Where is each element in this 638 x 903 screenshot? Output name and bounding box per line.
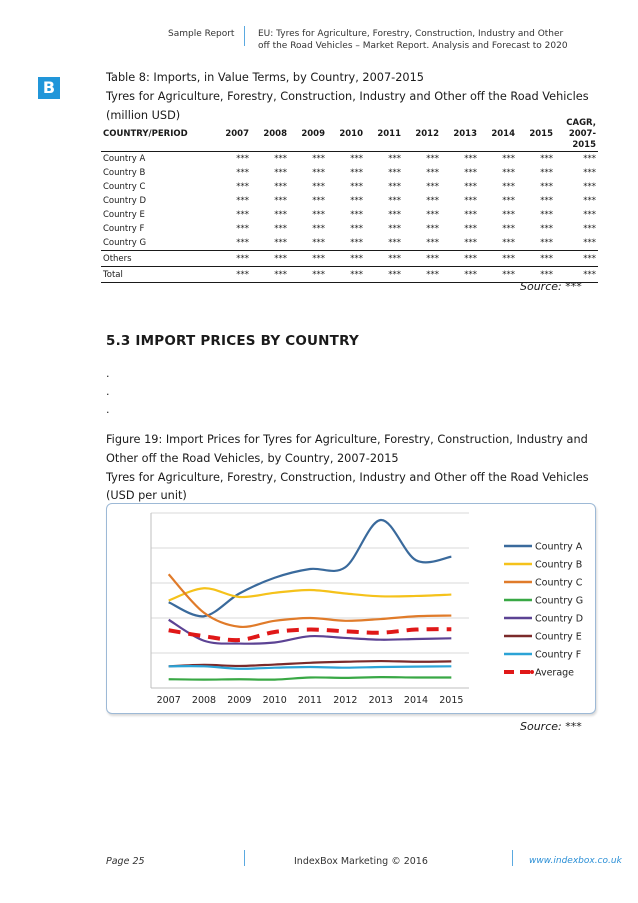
row-year-value: *** xyxy=(274,210,287,220)
table-row xyxy=(101,222,598,236)
table-row xyxy=(101,152,598,167)
chart-canvas xyxy=(107,504,595,713)
chart-x-tick-label: 2012 xyxy=(333,695,358,706)
row-country-name: Country E xyxy=(103,210,145,220)
header-year: 2009 xyxy=(301,129,325,139)
header-year: 2014 xyxy=(491,129,515,139)
row-year-value: *** xyxy=(312,168,325,178)
row-year-value: *** xyxy=(312,182,325,192)
header-year: 2012 xyxy=(415,129,439,139)
row-year-value: *** xyxy=(350,168,363,178)
legend-label-country-a: Country A xyxy=(535,541,583,553)
legend-label-country-f: Country F xyxy=(535,649,582,661)
row-cagr-value: *** xyxy=(583,154,596,164)
row-cagr-value: *** xyxy=(583,182,596,192)
legend-label-country-c: Country C xyxy=(535,577,583,589)
row-country-name: Total xyxy=(101,267,213,283)
series-line-country-b xyxy=(169,588,452,600)
row-year-value: *** xyxy=(540,238,553,248)
ellipsis-dot: . xyxy=(106,367,110,380)
row-year-value: *** xyxy=(388,154,401,164)
row-year-value: *** xyxy=(365,251,403,267)
row-year-value: *** xyxy=(388,196,401,206)
row-year-value: *** xyxy=(540,196,553,206)
section-heading: 5.3 IMPORT PRICES BY COUNTRY xyxy=(106,333,359,349)
row-year-value: *** xyxy=(540,224,553,234)
row-year-value: *** xyxy=(388,224,401,234)
row-year-value: *** xyxy=(479,267,517,283)
row-year-value: *** xyxy=(274,154,287,164)
row-year-value: *** xyxy=(426,210,439,220)
table-header-row xyxy=(101,117,598,152)
row-year-value: *** xyxy=(441,251,479,267)
legend-label-country-b: Country B xyxy=(535,559,583,571)
chart-x-tick-label: 2007 xyxy=(156,695,181,706)
row-country-name: Country D xyxy=(103,196,147,206)
row-year-value: *** xyxy=(350,182,363,192)
row-year-value: *** xyxy=(350,210,363,220)
chart-x-tick-label: 2009 xyxy=(227,695,252,706)
table-row xyxy=(101,208,598,222)
row-year-value: *** xyxy=(274,238,287,248)
row-year-value: *** xyxy=(236,168,249,178)
row-year-value: *** xyxy=(312,238,325,248)
header-title-line-2: off the Road Vehicles – Market Report. Analysis and Forecast to 2020 xyxy=(258,41,568,51)
table-row xyxy=(101,166,598,180)
row-year-value: *** xyxy=(312,154,325,164)
header-year: 2011 xyxy=(377,129,401,139)
row-year-value: *** xyxy=(350,154,363,164)
row-year-value: *** xyxy=(251,251,289,267)
row-year-value: *** xyxy=(464,238,477,248)
row-year-value: *** xyxy=(426,238,439,248)
table-source: Source: *** xyxy=(520,280,582,293)
header-year: 2007 xyxy=(225,129,249,139)
row-year-value: *** xyxy=(236,238,249,248)
row-country-name: Country G xyxy=(103,238,147,248)
row-year-value: *** xyxy=(312,196,325,206)
table-body xyxy=(101,152,598,283)
row-country-name: Others xyxy=(101,251,213,267)
row-year-value: *** xyxy=(213,251,251,267)
header-cagr-line: 2015 xyxy=(572,139,596,150)
row-year-value: *** xyxy=(502,196,515,206)
row-year-value: *** xyxy=(312,224,325,234)
footer-copyright: IndexBox Marketing © 2016 xyxy=(294,856,428,867)
table-caption-title: Table 8: Imports, in Value Terms, by Country, 2007-2015 xyxy=(106,71,424,84)
series-line-country-a xyxy=(169,520,452,616)
row-year-value: *** xyxy=(289,251,327,267)
table-row xyxy=(101,251,598,267)
table-caption-subtitle: Tyres for Agriculture, Forestry, Construction, Industry and Other off the Road Vehicles xyxy=(106,90,589,103)
series-line-country-f xyxy=(169,666,452,669)
footer-separator xyxy=(244,850,245,866)
header-cagr-line: 2007- xyxy=(568,128,596,139)
row-year-value: *** xyxy=(236,224,249,234)
header-cagr xyxy=(555,117,598,152)
header-report-label: Sample Report xyxy=(168,29,235,39)
chart-x-tick-label: 2014 xyxy=(403,695,429,706)
row-year-value: *** xyxy=(213,267,251,283)
figure-source: Source: *** xyxy=(520,720,582,733)
legend-label-average: Average xyxy=(535,667,575,679)
row-year-value: *** xyxy=(274,224,287,234)
row-year-value: *** xyxy=(426,196,439,206)
legend-label-country-e: Country E xyxy=(535,631,582,643)
legend-label-country-g: Country G xyxy=(535,595,584,607)
row-year-value: *** xyxy=(350,238,363,248)
row-year-value: *** xyxy=(289,267,327,283)
header-separator xyxy=(244,26,245,46)
row-cagr-value: *** xyxy=(555,251,598,267)
ellipsis-dot: . xyxy=(106,385,110,398)
series-line-country-g xyxy=(169,677,452,680)
row-year-value: *** xyxy=(426,154,439,164)
figure-caption-subtitle: Tyres for Agriculture, Forestry, Construction, Industry and Other off the Road Vehicles xyxy=(106,471,589,484)
row-year-value: *** xyxy=(464,154,477,164)
row-year-value: *** xyxy=(464,210,477,220)
row-year-value: *** xyxy=(274,168,287,178)
row-year-value: *** xyxy=(274,196,287,206)
row-year-value: *** xyxy=(464,168,477,178)
chart-x-tick-label: 2015 xyxy=(439,695,464,706)
header-country-period: COUNTRY/PERIOD xyxy=(103,129,188,139)
row-year-value: *** xyxy=(502,210,515,220)
row-cagr-value: *** xyxy=(583,210,596,220)
legend-marker-average xyxy=(530,670,534,674)
figure-caption-title: Figure 19: Import Prices for Tyres for Agriculture, Forestry, Construction, Industry and xyxy=(106,433,588,446)
import-prices-chart xyxy=(106,503,596,714)
row-cagr-value: *** xyxy=(583,224,596,234)
row-year-value: *** xyxy=(502,224,515,234)
header-year: 2010 xyxy=(339,129,363,139)
row-year-value: *** xyxy=(350,224,363,234)
row-year-value: *** xyxy=(464,224,477,234)
header-title-line-1: EU: Tyres for Agriculture, Forestry, Construction, Industry and Other xyxy=(258,29,564,39)
row-year-value: *** xyxy=(236,210,249,220)
table-row xyxy=(101,194,598,208)
series-line-country-c xyxy=(169,574,452,627)
row-year-value: *** xyxy=(236,196,249,206)
imports-value-table xyxy=(101,117,598,283)
chart-x-tick-label: 2011 xyxy=(297,695,323,706)
row-year-value: *** xyxy=(236,154,249,164)
row-year-value: *** xyxy=(350,196,363,206)
row-year-value: *** xyxy=(327,267,365,283)
row-year-value: *** xyxy=(540,168,553,178)
chart-x-tick-label: 2013 xyxy=(368,695,393,706)
figure-caption-unit: (USD per unit) xyxy=(106,489,187,502)
row-year-value: *** xyxy=(464,182,477,192)
row-year-value: *** xyxy=(540,210,553,220)
header-year: 2015 xyxy=(529,129,553,139)
row-year-value: *** xyxy=(388,182,401,192)
row-year-value: *** xyxy=(403,251,441,267)
row-country-name: Country A xyxy=(103,154,146,164)
row-year-value: *** xyxy=(502,154,515,164)
row-country-name: Country C xyxy=(103,182,146,192)
row-year-value: *** xyxy=(426,224,439,234)
table-row xyxy=(101,180,598,194)
row-year-value: *** xyxy=(274,182,287,192)
row-year-value: *** xyxy=(403,267,441,283)
row-year-value: *** xyxy=(251,267,289,283)
series-line-country-e xyxy=(169,661,452,666)
chart-x-tick-label: 2008 xyxy=(191,695,217,706)
legend-label-country-d: Country D xyxy=(535,613,584,625)
header-year: 2008 xyxy=(263,129,287,139)
table-row xyxy=(101,236,598,251)
row-year-value: *** xyxy=(502,182,515,192)
row-country-name: Country F xyxy=(103,224,145,234)
ellipsis-dot: . xyxy=(106,403,110,416)
row-cagr-value: *** xyxy=(583,168,596,178)
row-year-value: *** xyxy=(236,182,249,192)
row-year-value: *** xyxy=(517,251,555,267)
header-cagr-line: CAGR, xyxy=(566,117,596,128)
row-year-value: *** xyxy=(540,182,553,192)
row-year-value: *** xyxy=(479,251,517,267)
row-year-value: *** xyxy=(312,210,325,220)
table-caption-unit: (million USD) xyxy=(106,109,181,122)
footer-separator xyxy=(512,850,513,866)
row-year-value: *** xyxy=(517,267,555,283)
row-cagr-value: *** xyxy=(555,267,598,283)
row-year-value: *** xyxy=(540,154,553,164)
row-year-value: *** xyxy=(388,238,401,248)
row-year-value: *** xyxy=(464,196,477,206)
indexbox-logo: B xyxy=(38,77,60,99)
header-report-title xyxy=(258,28,578,52)
row-country-name: Country B xyxy=(103,168,146,178)
footer-page-number: Page 25 xyxy=(106,856,145,867)
row-year-value: *** xyxy=(441,267,479,283)
row-year-value: *** xyxy=(388,210,401,220)
row-year-value: *** xyxy=(388,168,401,178)
row-year-value: *** xyxy=(327,251,365,267)
figure-caption-title-cont: Other off the Road Vehicles, by Country, 2007-2015 xyxy=(106,452,399,465)
row-year-value: *** xyxy=(426,168,439,178)
row-year-value: *** xyxy=(365,267,403,283)
header-year: 2013 xyxy=(453,129,477,139)
chart-x-tick-label: 2010 xyxy=(262,695,287,706)
footer-website-link[interactable]: www.indexbox.co.uk xyxy=(529,856,622,866)
row-cagr-value: *** xyxy=(583,238,596,248)
row-year-value: *** xyxy=(426,182,439,192)
row-year-value: *** xyxy=(502,238,515,248)
row-cagr-value: *** xyxy=(583,196,596,206)
row-year-value: *** xyxy=(502,168,515,178)
